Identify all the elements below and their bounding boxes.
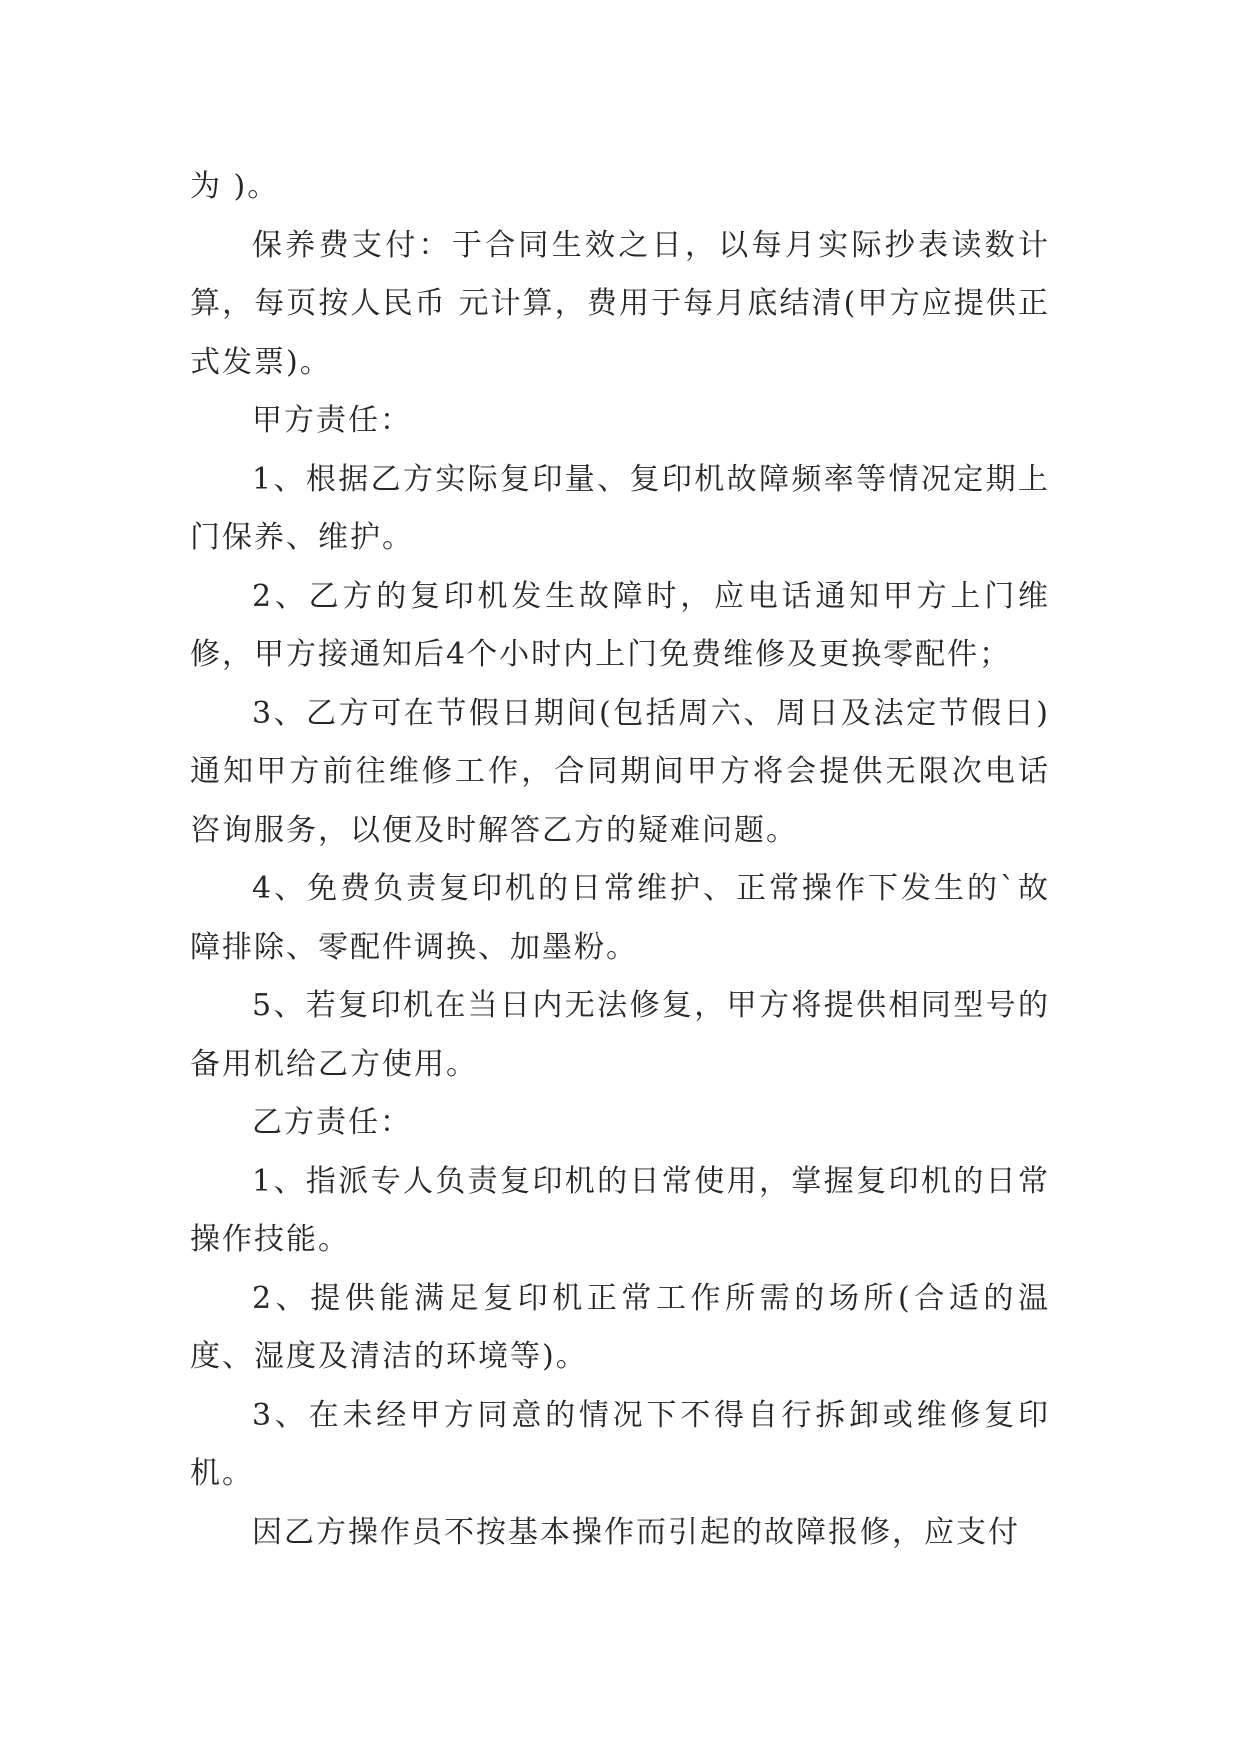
party-a-item-4: 4、免费负责复印机的日常维护、正常操作下发生的`故障排除、零配件调换、加墨粉。 bbox=[190, 871, 1050, 965]
paragraph-maintenance-fee: 保养费支付：于合同生效之日，以每月实际抄表读数计算，每页按人民币 元计算，费用于每月底结清(甲方应提供正式发票)。 bbox=[190, 227, 1050, 380]
heading-party-b-duties: 乙方责任： bbox=[252, 1105, 412, 1140]
paragraph-continuation: 为 )。 bbox=[190, 169, 280, 204]
party-b-item-2: 2、提供能满足复印机正常工作所需的场所(合适的温度、湿度及清洁的环境等)。 bbox=[190, 1280, 1050, 1374]
party-a-item-5: 5、若复印机在当日内无法修复，甲方将提供相同型号的备用机给乙方使用。 bbox=[190, 988, 1050, 1082]
party-a-item-2: 2、乙方的复印机发生故障时，应电话通知甲方上门维修，甲方接通知后4个小时内上门免费维修及更换零配件； bbox=[190, 578, 1050, 672]
party-b-item-3: 3、在未经甲方同意的情况下不得自行拆卸或维修复印机。 bbox=[190, 1397, 1050, 1491]
party-a-item-3: 3、乙方可在节假日期间(包括周六、周日及法定节假日)通知甲方前往维修工作，合同期间甲方将会提供无限次电话咨询服务，以便及时解答乙方的疑难问题。 bbox=[190, 695, 1050, 848]
party-b-item-1: 1、指派专人负责复印机的日常使用，掌握复印机的日常操作技能。 bbox=[190, 1163, 1050, 1257]
paragraph-repair-payment: 因乙方操作员不按基本操作而引起的故障报修，应支付 bbox=[252, 1514, 1020, 1550]
document-page bbox=[190, 158, 1050, 1562]
heading-party-a-duties: 甲方责任： bbox=[252, 403, 412, 438]
party-a-item-1: 1、根据乙方实际复印量、复印机故障频率等情况定期上门保养、维护。 bbox=[190, 461, 1050, 555]
